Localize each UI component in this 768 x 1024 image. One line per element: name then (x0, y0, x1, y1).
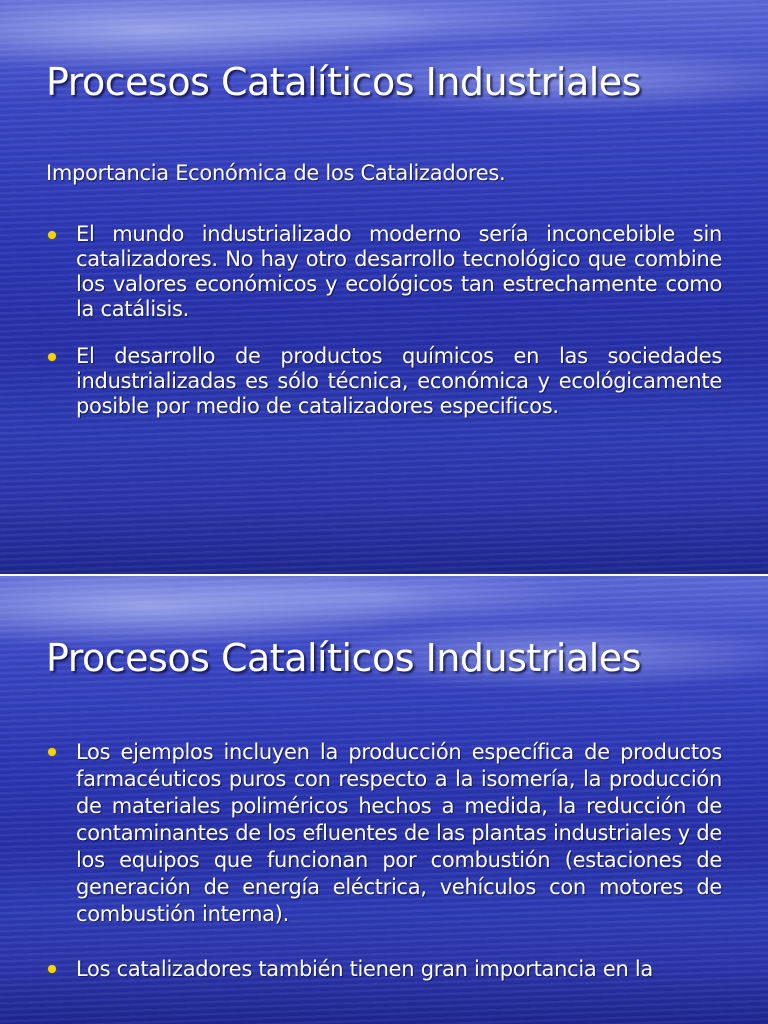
bullet-dot-icon (48, 965, 56, 973)
bullet-text: El desarrollo de productos químicos en las sociedades industrializadas es sólo técnica, económica y ecológicamente posible por medio de catalizadores especificos. (76, 344, 722, 418)
slide-2 (0, 576, 768, 1024)
bullet-dot-icon (48, 353, 56, 361)
slide-title: Procesos Catalíticos Industriales (46, 636, 641, 680)
slide-subtitle: Importancia Económica de los Catalizadores. (46, 161, 506, 185)
list-item (46, 222, 722, 322)
bullet-dot-icon (48, 231, 56, 239)
bullet-list (46, 222, 722, 419)
list-item (46, 739, 722, 928)
list-item (46, 956, 722, 983)
bullet-list (46, 739, 722, 983)
list-item (46, 344, 722, 419)
bullet-text: El mundo industrializado moderno sería inconcebible sin catalizadores. No hay otro desarrollo tecnológico que combine los valores económicos y ecológicos tan estrechamente como la catálisis. (76, 222, 722, 321)
bullet-text: Los ejemplos incluyen la producción específica de productos farmacéuticos puros con respecto a la isomería, la producción de materiales poliméricos hechos a medida, la reducción de contaminantes de los efluentes de las plantas industriales y de los equipos que funcionan por combustión (estaciones de generación de energía eléctrica, vehículos con motores de combustión interna). (76, 740, 722, 926)
bullet-text: Los catalizadores también tienen gran importancia en la (76, 957, 653, 981)
slide-title: Procesos Catalíticos Industriales (46, 60, 641, 104)
bullet-dot-icon (48, 748, 56, 756)
